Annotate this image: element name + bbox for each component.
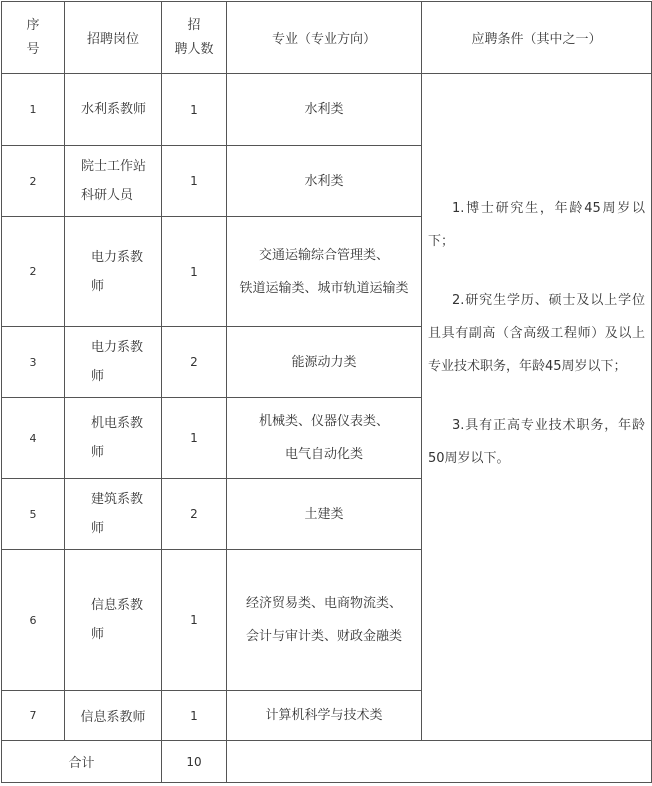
recruitment-table <box>1 1 652 783</box>
row-major-line: 电气自动化类 <box>284 447 363 462</box>
row-count: 1 <box>162 217 227 327</box>
header-count-line2: 聘人数 <box>174 41 214 57</box>
row-major-line: 交通运输综合管理类、 <box>258 247 389 263</box>
header-row <box>2 2 652 74</box>
row-major-line: 能源动力类 <box>291 354 357 370</box>
row-count: 2 <box>162 327 227 398</box>
total-empty <box>227 741 652 783</box>
row-post: 院士工作站科研人员 <box>65 146 162 217</box>
row-count: 1 <box>162 74 227 146</box>
condition-item: 3.具有正高专业技术职务，年龄50周岁以下。 <box>428 418 645 466</box>
row-major-line: 计算机科学与技术类 <box>265 708 383 723</box>
row-post: 电力系教师 <box>65 217 162 327</box>
row-major-line: 水利类 <box>304 173 344 189</box>
row-major <box>227 550 422 691</box>
row-no: 2 <box>2 217 65 327</box>
row-major <box>227 398 422 479</box>
row-major <box>227 479 422 550</box>
header-post: 招聘岗位 <box>65 2 162 74</box>
header-count <box>162 2 227 74</box>
condition-item: 1.博士研究生，年龄45周岁以下； <box>428 201 645 249</box>
total-count: 10 <box>162 741 227 783</box>
header-no-line2: 号 <box>26 41 40 57</box>
row-major-line: 机械类、仪器仪表类、 <box>258 414 389 429</box>
header-major: 专业（专业方向） <box>227 2 422 74</box>
row-post: 建筑系教师 <box>65 479 162 550</box>
row-post: 电力系教师 <box>65 327 162 398</box>
row-major-line: 经济贸易类、电商物流类、 <box>245 596 402 611</box>
row-post: 水利系教师 <box>65 74 162 146</box>
header-no <box>2 2 65 74</box>
row-major-line: 会计与审计类、财政金融类 <box>245 629 402 644</box>
row-no: 7 <box>2 691 65 741</box>
row-major-line: 水利类 <box>304 102 344 117</box>
row-major <box>227 327 422 398</box>
table-row <box>2 74 652 146</box>
row-major-line: 铁道运输类、城市轨道运输类 <box>239 280 409 296</box>
row-major <box>227 74 422 146</box>
conditions-cell <box>422 74 652 741</box>
condition-item: 2.研究生学历、硕士及以上学位且具有副高（含高级工程师）及以上专业技术职务，年龄45周岁以下； <box>428 293 645 374</box>
row-post: 机电系教师 <box>65 398 162 479</box>
row-count: 2 <box>162 479 227 550</box>
row-no: 1 <box>2 74 65 146</box>
total-label: 合计 <box>2 741 162 783</box>
row-no: 2 <box>2 146 65 217</box>
header-count-line1: 招 <box>187 17 201 33</box>
total-row <box>2 741 652 783</box>
row-no: 3 <box>2 327 65 398</box>
row-count: 1 <box>162 398 227 479</box>
header-condition: 应聘条件（其中之一） <box>422 2 652 74</box>
row-post: 信息系教师 <box>65 550 162 691</box>
row-count: 1 <box>162 550 227 691</box>
row-no: 4 <box>2 398 65 479</box>
row-no: 6 <box>2 550 65 691</box>
row-no: 5 <box>2 479 65 550</box>
row-major <box>227 691 422 741</box>
row-major <box>227 217 422 327</box>
row-major-line: 土建类 <box>304 506 344 522</box>
row-post: 信息系教师 <box>65 691 162 741</box>
header-no-line1: 序 <box>26 17 40 33</box>
row-major <box>227 146 422 217</box>
row-count: 1 <box>162 691 227 741</box>
row-count: 1 <box>162 146 227 217</box>
